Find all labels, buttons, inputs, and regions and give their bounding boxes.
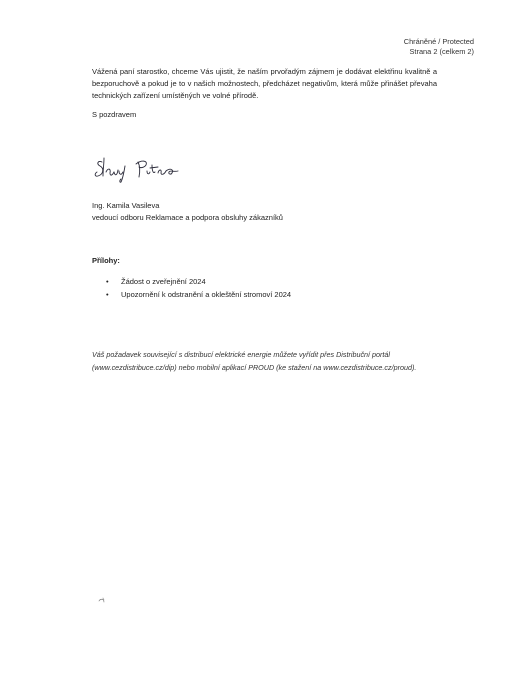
list-item — [106, 288, 291, 301]
signer-name: Ing. Kamila Vasileva — [92, 201, 160, 210]
attachments-heading: Přílohy: — [92, 256, 120, 265]
distribution-portal-note: Váš požadavek související s distribucí elektrické energie můžete vyřídit přes Distribuční portál (www.cezdistribuce.cz/dip) nebo mobilní aplikací PROUD (ke stažení na www.cezdistribuce.cz/proud). — [92, 350, 417, 372]
signer-block — [92, 200, 283, 224]
letter-body: Vážená paní starostko, chceme Vás ujistit, že naším prvořadým zájmem je dodávat elektřinu kvalitně a bezporuchově a pokud je to v našich možnostech, předcházet negativům, která může přinášet převaha technických zařízení umístěných ve volné přírodě. — [92, 67, 437, 101]
closing-greeting: S pozdravem — [92, 110, 137, 119]
handwritten-signature — [92, 152, 212, 188]
attachments-list — [106, 275, 291, 301]
page-header — [404, 37, 474, 56]
classification-label: Chráněné / Protected — [403, 37, 474, 46]
signer-title: vedoucí odboru Reklamace a podpora obsluhy zákazníků — [92, 212, 283, 222]
page-number: Strana 2 (celkem 2) — [409, 46, 474, 56]
bullet-icon: • — [106, 277, 109, 286]
list-item — [106, 275, 291, 288]
attachment-label: Upozornění k odstranění a okleštění stromoví 2024 — [121, 290, 292, 299]
scan-mark — [97, 596, 107, 604]
bullet-icon: • — [106, 290, 109, 299]
attachment-label: Žádost o zveřejnění 2024 — [121, 277, 206, 286]
